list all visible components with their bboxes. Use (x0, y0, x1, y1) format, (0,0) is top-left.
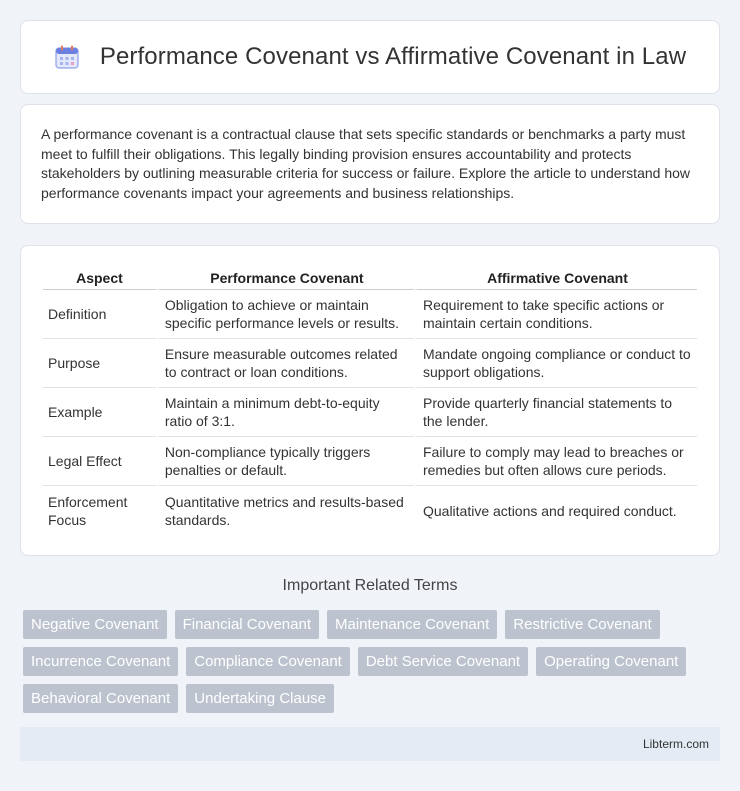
footer-brand-link[interactable]: Libterm.com (642, 737, 709, 751)
related-term-tag[interactable]: Behavioral Covenant (23, 684, 178, 713)
performance-cell: Maintain a minimum debt-to-equity ratio of 3:1. (156, 388, 414, 437)
performance-cell: Quantitative metrics and results-based standards. (156, 486, 414, 535)
related-term-tag[interactable]: Debt Service Covenant (358, 647, 528, 676)
page-title: Performance Covenant vs Affirmative Covenant in Law (99, 43, 687, 70)
related-term-tag[interactable]: Negative Covenant (23, 610, 167, 639)
affirmative-cell: Provide quarterly financial statements to the lender. (414, 388, 697, 437)
related-term-tag[interactable]: Maintenance Covenant (327, 610, 497, 639)
table-row (43, 339, 697, 388)
performance-cell: Obligation to achieve or maintain specific performance levels or results. (156, 290, 414, 339)
aspect-cell: Definition (43, 290, 156, 339)
header-performance: Performance Covenant (156, 266, 414, 290)
related-term-tag[interactable]: Undertaking Clause (186, 684, 334, 713)
related-term-tag[interactable]: Restrictive Covenant (505, 610, 659, 639)
comparison-table (43, 266, 697, 535)
affirmative-cell: Qualitative actions and required conduct. (414, 486, 697, 535)
header-affirmative: Affirmative Covenant (414, 266, 697, 290)
related-term-tag[interactable]: Incurrence Covenant (23, 647, 178, 676)
table-row (43, 388, 697, 437)
performance-cell: Non-compliance typically triggers penalties or default. (156, 437, 414, 486)
comparison-card (20, 245, 720, 556)
related-term-tag[interactable]: Compliance Covenant (186, 647, 350, 676)
aspect-cell: Purpose (43, 339, 156, 388)
aspect-cell: Enforcement Focus (48, 493, 128, 528)
affirmative-cell: Requirement to take specific actions or maintain certain conditions. (414, 290, 697, 339)
title-card (20, 20, 720, 94)
footer (20, 727, 720, 761)
aspect-cell: Example (43, 388, 156, 437)
table-header-row (43, 266, 697, 290)
performance-cell: Ensure measurable outcomes related to contract or loan conditions. (156, 339, 414, 388)
table-row (43, 290, 697, 339)
table-row (43, 486, 697, 535)
affirmative-cell: Failure to comply may lead to breaches or remedies but often allows cure periods. (414, 437, 697, 486)
aspect-cell: Legal Effect (43, 437, 156, 486)
calendar-icon (54, 44, 80, 70)
intro-text: A performance covenant is a contractual clause that sets specific standards or benchmarks a party must meet to fulfill their obligations. This legally binding provision ensures accountability and protects stakeholders by outlining measurable criteria for success or failure. Explore the article to understand how performance covenants impact your agreements and business relationships. (41, 126, 690, 201)
related-terms-list (23, 610, 723, 721)
table-row (43, 437, 697, 486)
related-terms-title: Important Related Terms (282, 577, 458, 594)
related-term-tag[interactable]: Operating Covenant (536, 647, 686, 676)
affirmative-cell: Mandate ongoing compliance or conduct to support obligations. (414, 339, 697, 388)
intro-card (20, 104, 720, 224)
header-aspect: Aspect (43, 266, 156, 290)
related-term-tag[interactable]: Financial Covenant (175, 610, 319, 639)
